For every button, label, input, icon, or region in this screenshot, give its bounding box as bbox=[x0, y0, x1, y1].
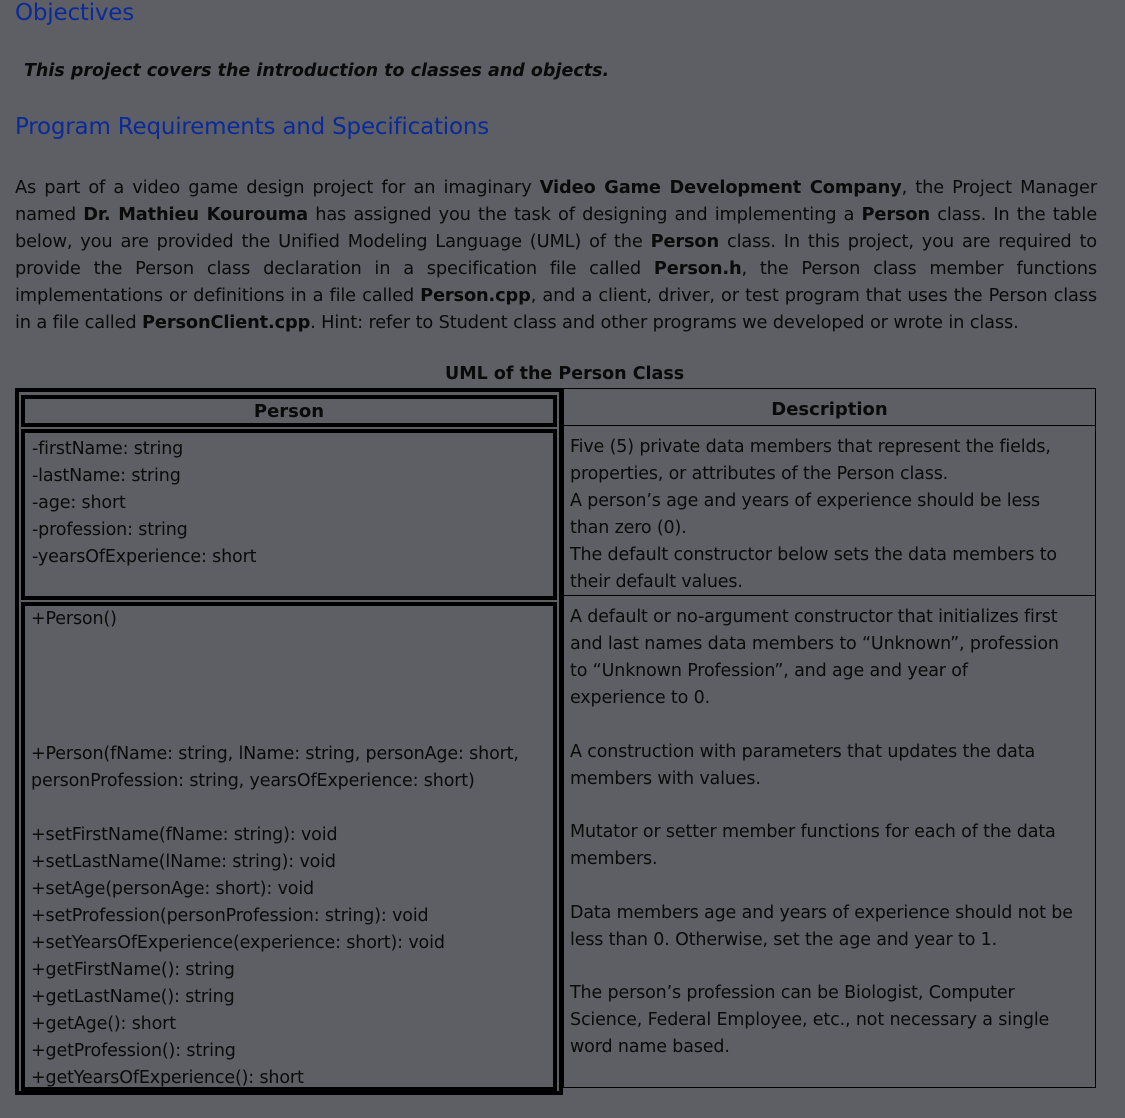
description-line: Science, Federal Employee, etc., not necessary a single bbox=[570, 1010, 1050, 1030]
attribute-line: -age: short bbox=[32, 493, 126, 513]
description-line: their default values. bbox=[570, 572, 743, 592]
method-line: +setLastName(lName: string): void bbox=[31, 852, 336, 872]
description-line: The person’s profession can be Biologist, Computer bbox=[570, 983, 1015, 1003]
desc-profession bbox=[570, 980, 1049, 1061]
method-line: +getAge(): short bbox=[31, 1014, 176, 1034]
description-line: A construction with parameters that updates the data bbox=[570, 742, 1036, 762]
uml-class-name: Person bbox=[21, 395, 557, 427]
objectives-heading: Objectives bbox=[15, 0, 135, 26]
description-line: members with values. bbox=[570, 769, 761, 789]
param-constructor bbox=[31, 741, 519, 795]
constructor-line: +Person(fName: string, lName: string, personAge: short, bbox=[31, 744, 519, 764]
description-line: Data members age and years of experience should not be bbox=[570, 903, 1073, 923]
attribute-line: -profession: string bbox=[32, 520, 188, 540]
description-line: Mutator or setter member functions for each of the data bbox=[570, 822, 1056, 842]
description-line: properties, or attributes of the Person class. bbox=[570, 464, 949, 484]
method-list bbox=[31, 822, 445, 1092]
default-constructor: +Person() bbox=[31, 609, 117, 629]
attribute-line: -yearsOfExperience: short bbox=[32, 547, 257, 567]
desc-validation bbox=[570, 900, 1073, 954]
uml-attributes-section bbox=[21, 429, 557, 600]
uml-caption: UML of the Person Class bbox=[445, 364, 685, 384]
method-line: +getLastName(): string bbox=[31, 987, 235, 1007]
constructor-line: personProfession: string, yearsOfExperience: short) bbox=[31, 771, 475, 791]
description-line: A default or no-argument constructor that initializes first bbox=[570, 607, 1058, 627]
method-line: +getFirstName(): string bbox=[31, 960, 235, 980]
description-line: than zero (0). bbox=[570, 518, 687, 538]
description-line: less than 0. Otherwise, set the age and year to 1. bbox=[570, 930, 998, 950]
description-line: word name based. bbox=[570, 1037, 730, 1057]
uml-methods-section bbox=[21, 602, 557, 1091]
desc-param-constructor bbox=[570, 739, 1035, 793]
method-line: +setYearsOfExperience(experience: short): void bbox=[31, 933, 445, 953]
intro-text: This project covers the introduction to classes and objects. bbox=[24, 61, 610, 81]
attribute-line: -lastName: string bbox=[32, 466, 181, 486]
method-line: +setAge(personAge: short): void bbox=[31, 879, 315, 899]
description-line: to “Unknown Profession”, and age and year of bbox=[570, 661, 968, 681]
desc-mutators bbox=[570, 819, 1056, 873]
method-line: +getProfession(): string bbox=[31, 1041, 236, 1061]
description-line: Five (5) private data members that represent the fields, bbox=[570, 437, 1051, 457]
desc-attributes bbox=[570, 434, 1057, 596]
desc-default-constructor bbox=[570, 604, 1059, 712]
description-line: members. bbox=[570, 849, 658, 869]
attribute-list bbox=[32, 436, 256, 571]
description-line: A person’s age and years of experience should be less bbox=[570, 491, 1041, 511]
requirements-paragraph: As part of a video game design project for an imaginary Video Game Development Company, the Project Manager named Dr. Mathieu Kourouma has assigned you the task of designing and implementing a Person class. In the table below, you are provided the Unified Modeling Language (UML) of the Person class. In this project, you are required to provide the Person class declaration in a specification file called Person.h, the Person class member functions implementations or definitions in a file called Person.cpp, and a client, driver, or test program that uses the Person class in a file called PersonClient.cpp. Hint: refer to Student class and other programs we developed or wrote in class. bbox=[15, 177, 1098, 333]
program-requirements-heading: Program Requirements and Specifications bbox=[15, 114, 489, 140]
method-line: +setFirstName(fName: string): void bbox=[31, 825, 338, 845]
description-line: experience to 0. bbox=[570, 688, 710, 708]
attribute-line: -firstName: string bbox=[32, 439, 184, 459]
description-line: and last names data members to “Unknown”, profession bbox=[570, 634, 1059, 654]
method-line: +setProfession(personProfession: string): void bbox=[31, 906, 429, 926]
method-line: +getYearsOfExperience(): short bbox=[31, 1068, 304, 1088]
description-line: The default constructor below sets the data members to bbox=[570, 545, 1057, 565]
uml-description-header: Description bbox=[563, 396, 1096, 426]
